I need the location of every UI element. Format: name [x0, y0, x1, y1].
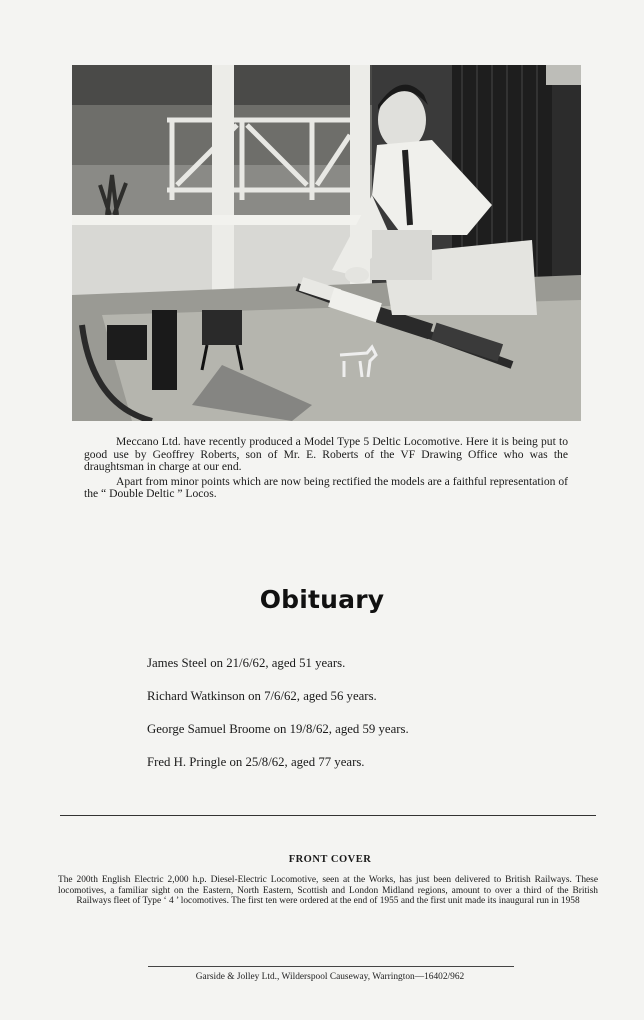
front-cover-heading: FRONT COVER [288, 854, 372, 865]
caption-paragraph-1: Meccano Ltd. have recently produced a Model Type 5 Deltic Locomotive. Here it is being put to good use by Geoffrey Roberts, son of Mr. E. Roberts of the VF Drawing Office who was the draughtsman in charge at our end. [84, 435, 568, 474]
obituary-list [147, 656, 567, 788]
caption-paragraph-2: Apart from minor points which are now being rectified the models are a faithful representation of the “ Double Deltic ” Locos. [84, 474, 568, 501]
obituary-entry: James Steel on 21/6/62, aged 51 years. [147, 656, 346, 670]
obituary-entry: Richard Watkinson on 7/6/62, aged 56 years. [147, 689, 377, 703]
obituary-title: Obituary [259, 585, 385, 614]
imprint-divider [148, 966, 514, 967]
obituary-entry: George Samuel Broome on 19/8/62, aged 59 years. [147, 722, 409, 736]
photo-caption [84, 436, 568, 503]
obituary-entry: Fred H. Pringle on 25/8/62, aged 77 years. [147, 755, 365, 769]
printer-imprint: Garside & Jolley Ltd., Wilderspool Causeway, Warrington—16402/962 [195, 972, 465, 982]
front-cover-text: The 200th English Electric 2,000 h.p. Diesel-Electric Locomotive, seen at the Works, has just been delivered to British Railways. These locomotives, a familiar sight on the Eastern, North Eastern, Scottish and London Midland regions, amount to over a third of the British Railways fleet of Type ‘ 4 ’ locomotives. The first ten were ordered at the end of 1955 and the first unit made its inaugural run in 1958 [58, 875, 598, 907]
railway-photo [72, 65, 581, 421]
section-divider [60, 815, 596, 816]
photo-image [72, 65, 581, 421]
